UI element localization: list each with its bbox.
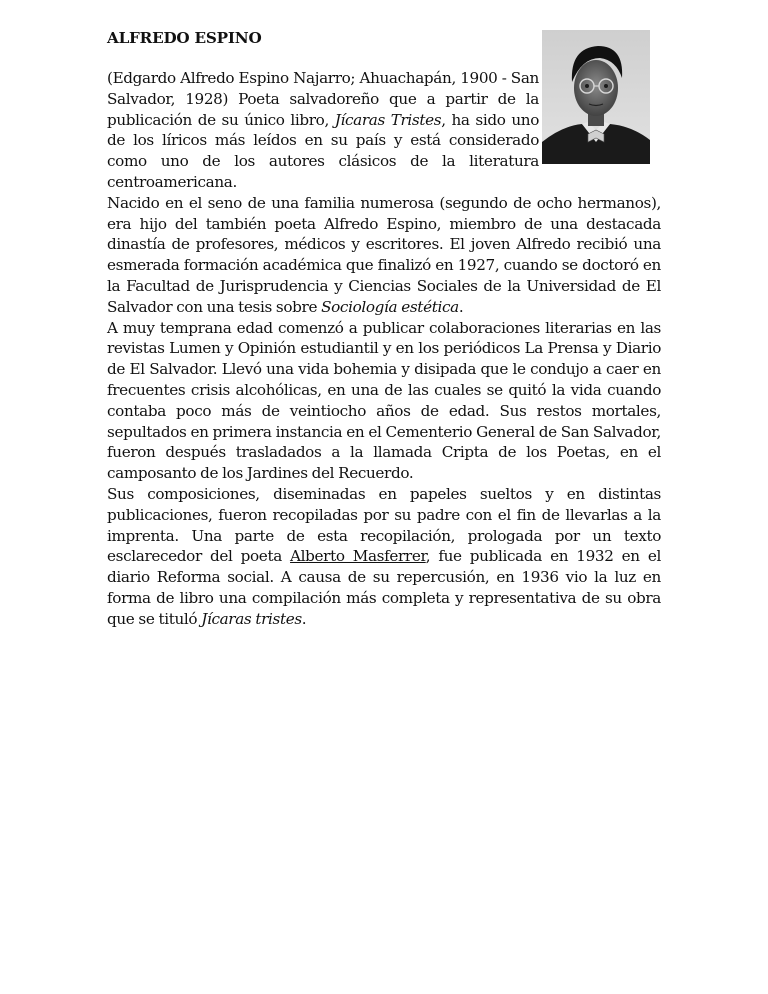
paragraph-3: A muy temprana edad comenzó a publicar colaboraciones literarias en las revistas Lumen y Opinión estudiantil y en los periódicos La Prensa y Diario de El Salvador. Llevó una vida bohemia y disipada que le condujo a caer en frecuentes crisis alcohólicas, en una de las cuales se quitó la vida cuando contaba poco más de veintiocho años de edad. Sus restos mortales, sepultados en primera instancia en el Cementerio General de San Salvador, fueron después trasladados a la llamada Cripta de los Poetas, en el camposanto de los Jardines del Recuerdo. [107,318,661,483]
paragraph-2 [107,193,661,318]
book-title-italic: Jícaras Tristes [334,110,442,129]
p2-text-c: . [458,297,464,316]
p4-text-b: , fue publicada en 1932 en el diario Reforma social. A causa de su repercusión, en 1936 vio la luz en forma de libro una compilación más completa y representativa de su obra que se tituló [107,547,661,628]
photo-spacer [539,68,661,176]
book-title-italic-2: Jícaras tristes [201,609,302,628]
page-title: ALFREDO ESPINO [107,29,262,47]
p4-text-a: Sus composiciones, diseminadas en papeles sueltos y en distintas publicaciones, fueron recopiladas por su padre con el fin de llevarlas a la imprenta. Una parte de esta recopilación, prologada por un texto esclarecedor del poeta [107,484,661,566]
alberto-masferrer-link[interactable]: Alberto Masferrer [290,547,426,566]
p4-text-d: . [301,609,307,628]
biography-text [107,68,661,630]
p1-text-c: , ha sido uno de los líricos más leídos en su país y está considerado como uno de los autores clásicos de la literatura centroamericana. [107,110,539,191]
p1-text-a: (Edgardo Alfredo Espino Najarro; Ahuachapán, 1900 - San Salvador, 1928) Poeta salvadoreño que a partir de la publicación de su único libro, [107,69,539,129]
thesis-title-italic: Sociología estética [321,297,459,316]
paragraph-4 [107,484,661,630]
p2-text-a: Nacido en el seno de una familia numerosa (segundo de ocho hermanos), era hijo del también poeta Alfredo Espino, miembro de una destacada dinastía de profesores, médicos y escritores. El joven Alfredo recibió una esmerada formación académica que finalizó en 1927, cuando se doctoró en la Facultad de Jurisprudencia y Ciencias Sociales de la Universidad de El Salvador con una tesis sobre [107,193,661,316]
